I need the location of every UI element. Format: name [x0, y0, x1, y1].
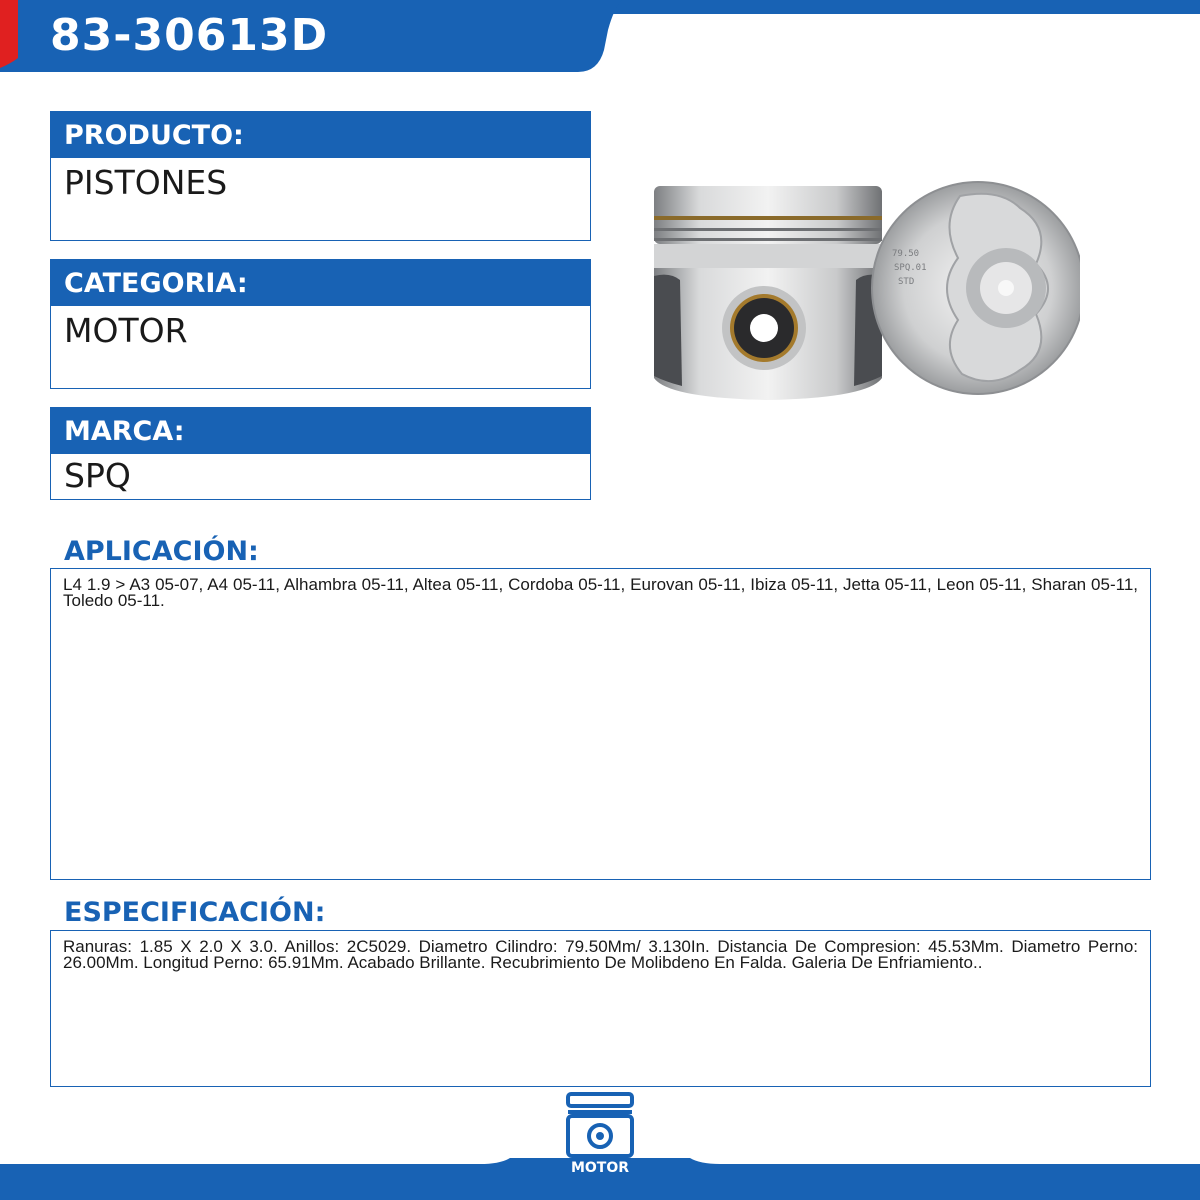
- aplicacion-text: L4 1.9 > A3 05-07, A4 05-11, Alhambra 05-11, Altea 05-11, Cordoba 05-11, Eurovan 05-11, Ibiza 05-11, Jetta 05-11, Leon 05-11, Sharan 05-11, Toledo 05-11.: [63, 575, 1138, 610]
- especificacion-text: Ranuras: 1.85 X 2.0 X 3.0. Anillos: 2C5029. Diametro Cilindro: 79.50Mm/ 3.130In. Distancia De Compresion: 45.53Mm. Diametro Perno: 26.00Mm. Longitud Perno: 65.91Mm. Acabado Brillante. Recubrimiento De Molibdeno En Falda. Galeria De Enfriamiento..: [63, 937, 1138, 972]
- product-image: [640, 168, 1080, 408]
- svg-text:SPQ.01: SPQ.01: [894, 263, 927, 273]
- categoria-field: [50, 259, 591, 389]
- aplicacion-title: APLICACIÓN:: [64, 536, 259, 567]
- producto-value: PISTONES: [64, 163, 228, 202]
- part-number-title: 83-30613D: [50, 10, 329, 61]
- aplicacion-box: [50, 568, 1151, 880]
- especificacion-title: ESPECIFICACIÓN:: [64, 897, 326, 928]
- marca-field: [50, 407, 591, 500]
- piston-top-view: [872, 182, 1080, 394]
- svg-text:STD: STD: [898, 277, 915, 287]
- svg-text:79.50: 79.50: [892, 249, 920, 259]
- producto-label: PRODUCTO:: [51, 112, 590, 158]
- producto-field: [50, 111, 591, 241]
- marca-value: SPQ: [64, 456, 131, 495]
- header-bar: [0, 0, 1200, 72]
- motor-badge: [560, 1090, 640, 1182]
- especificacion-box: [50, 930, 1151, 1087]
- piston-icon: [560, 1090, 640, 1160]
- motor-label: MOTOR: [570, 1160, 630, 1176]
- categoria-value: MOTOR: [64, 311, 188, 350]
- marca-label: MARCA:: [51, 408, 590, 454]
- categoria-label: CATEGORIA:: [51, 260, 590, 306]
- piston-image: [640, 168, 1080, 408]
- piston-side-view: [654, 186, 882, 400]
